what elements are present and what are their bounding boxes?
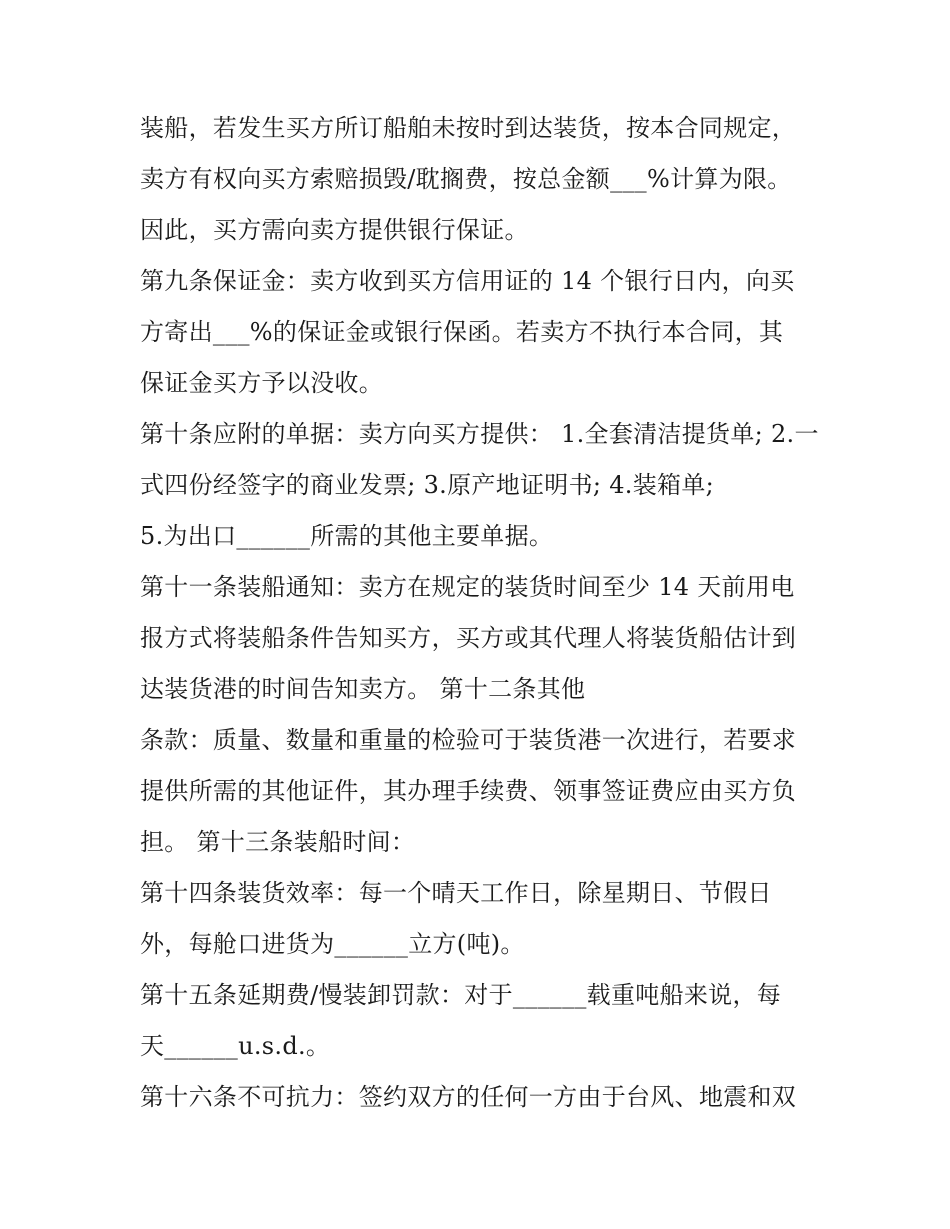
text-line: 第十四条装货效率：每一个晴天工作日，除星期日、节假日: [140, 879, 772, 907]
text-line: 外，每舱口进货为______立方(吨)。: [140, 930, 525, 958]
text-line: 天______u.s.d.。: [140, 1032, 331, 1060]
text-line: 担。 第十三条装船时间：: [140, 828, 416, 856]
text-line: 报方式将装船条件告知买方，买方或其代理人将装货船估计到: [140, 624, 797, 652]
contract-text: [140, 103, 820, 1123]
text-line: 装船，若发生买方所订船舶未按时到达装货，按本合同规定，: [140, 114, 797, 142]
text-line: 第九条保证金：卖方收到买方信用证的 14 个银行日内，向买: [140, 267, 795, 295]
text-line: 提供所需的其他证件，其办理手续费、领事签证费应由买方负: [140, 777, 797, 805]
text-line: 第十一条装船通知：卖方在规定的装货时间至少 14 天前用电: [140, 573, 795, 601]
text-line: 第十六条不可抗力：签约双方的任何一方由于台风、地震和双: [140, 1083, 797, 1111]
text-line: 条款：质量、数量和重量的检验可于装货港一次进行，若要求: [140, 726, 797, 754]
text-line: 卖方有权向买方索赔损毁/耽搁费，按总金额___%计算为限。: [140, 165, 792, 193]
text-line: 5.为出口______所需的其他主要单据。: [140, 522, 554, 550]
text-line: 达装货港的时间告知卖方。 第十二条其他: [140, 675, 586, 703]
text-line: 保证金买方予以没收。: [140, 369, 383, 397]
text-line: 方寄出___%的保证金或银行保函。若卖方不执行本合同，其: [140, 318, 784, 346]
text-line: 式四份经签字的商业发票; 3.原产地证明书; 4.装箱单;: [140, 471, 715, 499]
text-line: 因此，买方需向卖方提供银行保证。: [140, 216, 529, 244]
text-line: 第十条应附的单据：卖方向买方提供： 1.全套清洁提货单; 2.一: [140, 420, 819, 448]
text-line: 第十五条延期费/慢装卸罚款：对于______载重吨船来说，每: [140, 981, 782, 1009]
